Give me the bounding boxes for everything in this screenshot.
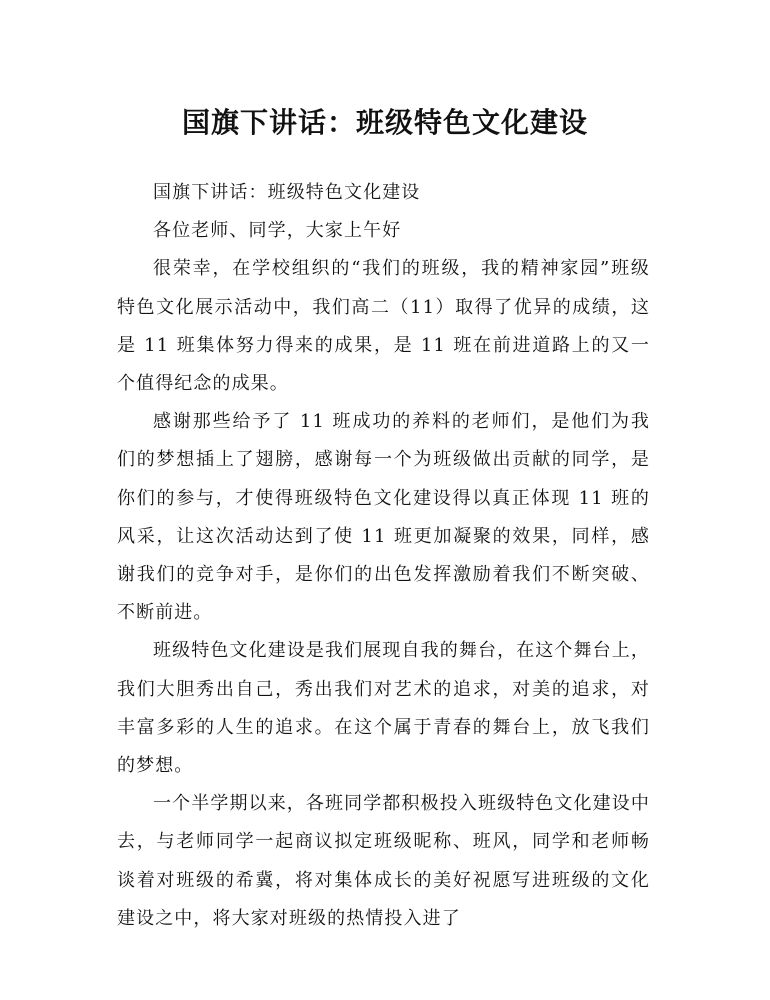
- paragraph: 感谢那些给予了 11 班成功的养料的老师们，是他们为我们的梦想插上了翅膀，感谢每一个为班级做出贡献的同学，是你们的参与，才使得班级特色文化建设得以真正体现 11 班的风采，让这次活动达到了使 11 班更加凝聚的效果，同样，感谢我们的竞争对手，是你们的出色发挥激励着我们不断突破、不断前进。: [117, 411, 650, 624]
- document-body: [117, 174, 650, 938]
- paragraph: 很荣幸，在学校组织的“我们的班级，我的精神家园”班级特色文化展示活动中，我们高二（11）取得了优异的成绩，这是 11 班集体努力得来的成果，是 11 班在前进道路上的又一个值得纪念的成果。: [117, 258, 650, 395]
- paragraph: 班级特色文化建设是我们展现自我的舞台，在这个舞台上，我们大胆秀出自己，秀出我们对艺术的追求，对美的追求，对丰富多彩的人生的追求。在这个属于青春的舞台上，放飞我们的梦想。: [117, 640, 650, 777]
- paragraph-heading-repeat: 国旗下讲话：班级特色文化建设: [153, 182, 421, 203]
- paragraph-greeting: 各位老师、同学，大家上午好: [153, 220, 402, 242]
- document-title: 国旗下讲话：班级特色文化建设: [181, 105, 588, 139]
- paragraph: 一个半学期以来，各班同学都积极投入班级特色文化建设中去，与老师同学一起商议拟定班级昵称、班风，同学和老师畅谈着对班级的希冀，将对集体成长的美好祝愿写进班级的文化建设之中，将大家对班级的热情投入进了: [117, 793, 650, 929]
